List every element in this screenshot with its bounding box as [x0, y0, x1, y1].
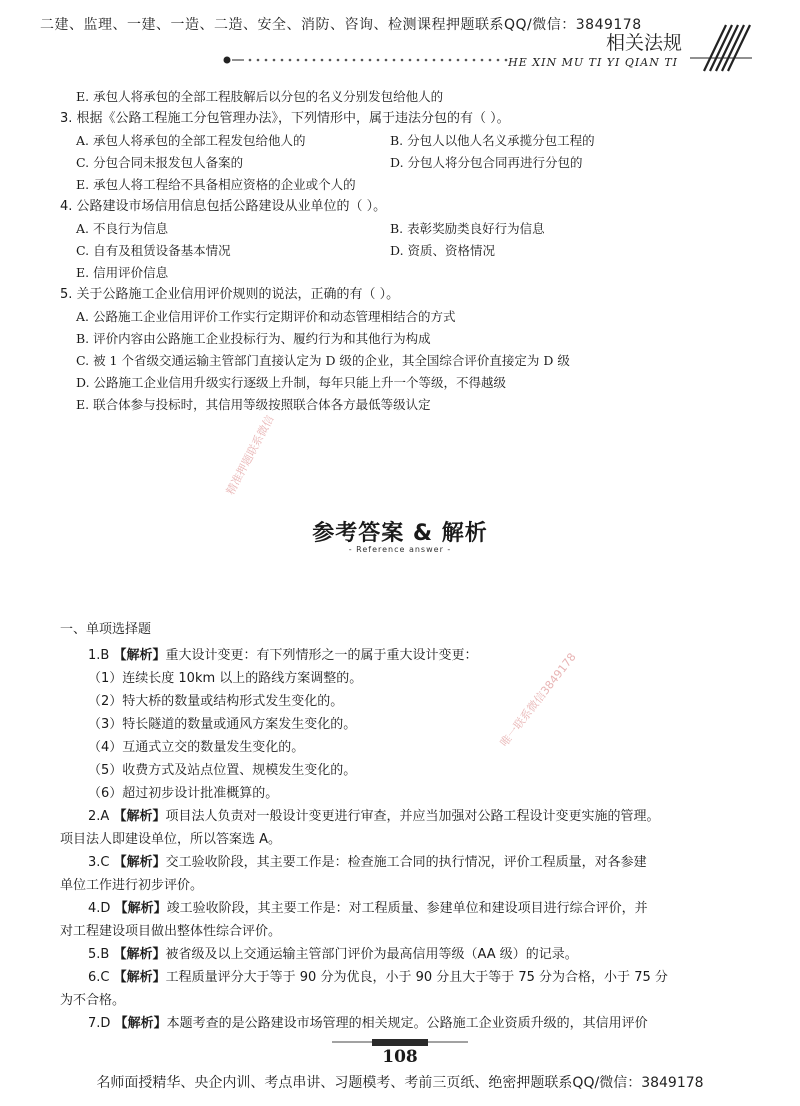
analysis-tag: 【解析】 — [113, 809, 166, 824]
answer-2 — [60, 805, 740, 828]
answer-4-continuation: 对工程建设项目做出整体性综合评价。 — [60, 924, 282, 939]
answer-2-continuation: 项目法人即建设单位，所以答案选 A。 — [60, 832, 282, 847]
q4-option-d: D. 资质、资格情况 — [390, 243, 496, 258]
answer-list — [60, 644, 740, 1035]
answer-2-text: 项目法人负责对一般设计变更进行审查，并应当加强对公路工程设计变更实施的管理。 — [165, 809, 660, 824]
analysis-tag: 【解析】 — [113, 648, 166, 663]
q5-option-e: E. 联合体参与投标时，其信用等级按照联合体各方最低等级认定 — [76, 397, 431, 412]
analysis-tag: 【解析】 — [113, 947, 166, 962]
answer-1 — [60, 644, 740, 667]
answer-3-text: 交工验收阶段，其主要工作是：检查施工合同的执行情况，评价工程质量，对各参建 — [165, 855, 647, 870]
answer-1-item-6: （6）超过初步设计批准概算的。 — [88, 786, 279, 801]
answer-4 — [60, 897, 740, 920]
q3-option-a: A. 承包人将承包的全部工程发包给他人的 — [76, 133, 306, 148]
page-number-ornament — [330, 1038, 470, 1066]
answer-6-text: 工程质量评分大于等于 90 分为优良，小于 90 分且大于等于 75 分为合格，小于 75 分 — [165, 970, 668, 985]
answer-6-continuation: 为不合格。 — [60, 993, 126, 1008]
answer-7-number: 7.D — [88, 1016, 111, 1031]
answer-6 — [60, 966, 740, 989]
q5-option-c: C. 被 1 个省级交通运输主管部门直接认定为 D 级的企业，其全国综合评价直接定为 D 级 — [76, 353, 570, 368]
answer-7-text: 本题考查的是公路建设市场管理的相关规定。公路施工企业资质升级的，其信用评价 — [166, 1016, 648, 1031]
analysis-tag: 【解析】 — [114, 1016, 167, 1031]
analysis-tag: 【解析】 — [114, 901, 167, 916]
answer-3 — [60, 851, 740, 874]
answer-1-item-4: （4）互通式立交的数量发生变化的。 — [88, 740, 305, 755]
answer-5 — [60, 943, 740, 966]
q3-stem: 3. 根据《公路工程施工分包管理办法》，下列情形中，属于违法分包的有（ ）。 — [60, 111, 510, 126]
header-stripes-decoration — [690, 24, 752, 72]
answer-1-item-5: （5）收费方式及站点位置、规模发生变化的。 — [88, 763, 357, 778]
section-heading-single-choice: 一、单项选择题 — [60, 622, 152, 637]
footer-promo-text: 名师面授精华、央企内训、考点串讲、习题模考、考前三页纸、绝密押题联系QQ/微信：3849178 — [96, 1075, 704, 1091]
q4-option-b: B. 表彰奖励类良好行为信息 — [390, 221, 545, 236]
answer-3-number: 3.C — [88, 855, 110, 870]
q4-option-a: A. 不良行为信息 — [76, 221, 168, 236]
answer-7 — [60, 1012, 740, 1035]
q2-option-e: E. 承包人将承包的全部工程肢解后以分包的名义分别发包给他人的 — [76, 89, 444, 104]
answer-4-number: 4.D — [88, 901, 111, 916]
analysis-tag: 【解析】 — [113, 970, 166, 985]
answer-5-number: 5.B — [88, 947, 110, 962]
answer-1-item-2: （2）特大桥的数量或结构形式发生变化的。 — [88, 694, 344, 709]
answer-4-text: 竣工验收阶段，其主要工作是：对工程质量、参建单位和建设项目进行综合评价，并 — [166, 901, 648, 916]
question-list — [60, 86, 740, 416]
answer-1-item-3: （3）特长隧道的数量或通风方案发生变化的。 — [88, 717, 357, 732]
q5-option-b: B. 评价内容由公路施工企业投标行为、履约行为和其他行为构成 — [76, 331, 431, 346]
q4-option-c: C. 自有及租赁设备基本情况 — [76, 243, 231, 258]
answer-6-number: 6.C — [88, 970, 110, 985]
header-pinyin-subtitle: HE XIN MU TI YI QIAN TI — [508, 56, 678, 69]
page-number: 108 — [382, 1047, 418, 1067]
answer-1-item-1: （1）连续长度 10km 以上的路线方案调整的。 — [88, 671, 363, 686]
answer-5-text: 被省级及以上交通运输主管部门评价为最高信用等级（AA 级）的记录。 — [165, 947, 578, 962]
answer-section-subtitle: - Reference answer - — [348, 545, 452, 554]
q4-stem: 4. 公路建设市场信用信息包括公路建设从业单位的（ ）。 — [60, 199, 387, 214]
analysis-tag: 【解析】 — [113, 855, 166, 870]
q3-option-b: B. 分包人以他人名义承揽分包工程的 — [390, 133, 595, 148]
q5-option-d: D. 公路施工企业信用升级实行逐级上升制，每年只能上升一个等级，不得越级 — [76, 375, 507, 390]
watermark-left: 精准押题联系微信 — [223, 413, 277, 498]
answer-1-text: 重大设计变更：有下列情形之一的属于重大设计变更： — [165, 648, 478, 663]
q5-stem: 5. 关于公路施工企业信用评价规则的说法，正确的有（ ）。 — [60, 287, 400, 302]
header-dotted-rule — [222, 54, 512, 66]
answer-2-number: 2.A — [88, 809, 110, 824]
answer-section-title: 参考答案 & 解析 — [312, 521, 488, 546]
q4-option-e: E. 信用评价信息 — [76, 265, 169, 280]
watermark-right: 唯一联系微信3849178 — [497, 650, 579, 750]
q5-option-a: A. 公路施工企业信用评价工作实行定期评价和动态管理相结合的方式 — [76, 309, 456, 324]
q3-option-d: D. 分包人将分包合同再进行分包的 — [390, 155, 583, 170]
q3-option-e: E. 承包人将工程给不具备相应资格的企业或个人的 — [76, 177, 356, 192]
header-promo-text: 二建、监理、一建、一造、二造、安全、消防、咨询、检测课程押题联系QQ/微信：3849178 — [40, 17, 642, 33]
answer-3-continuation: 单位工作进行初步评价。 — [60, 878, 204, 893]
q3-option-c: C. 分包合同未报发包人备案的 — [76, 155, 244, 170]
answer-1-number: 1.B — [88, 648, 110, 663]
header-brand-title: 相关法规 — [605, 32, 682, 54]
